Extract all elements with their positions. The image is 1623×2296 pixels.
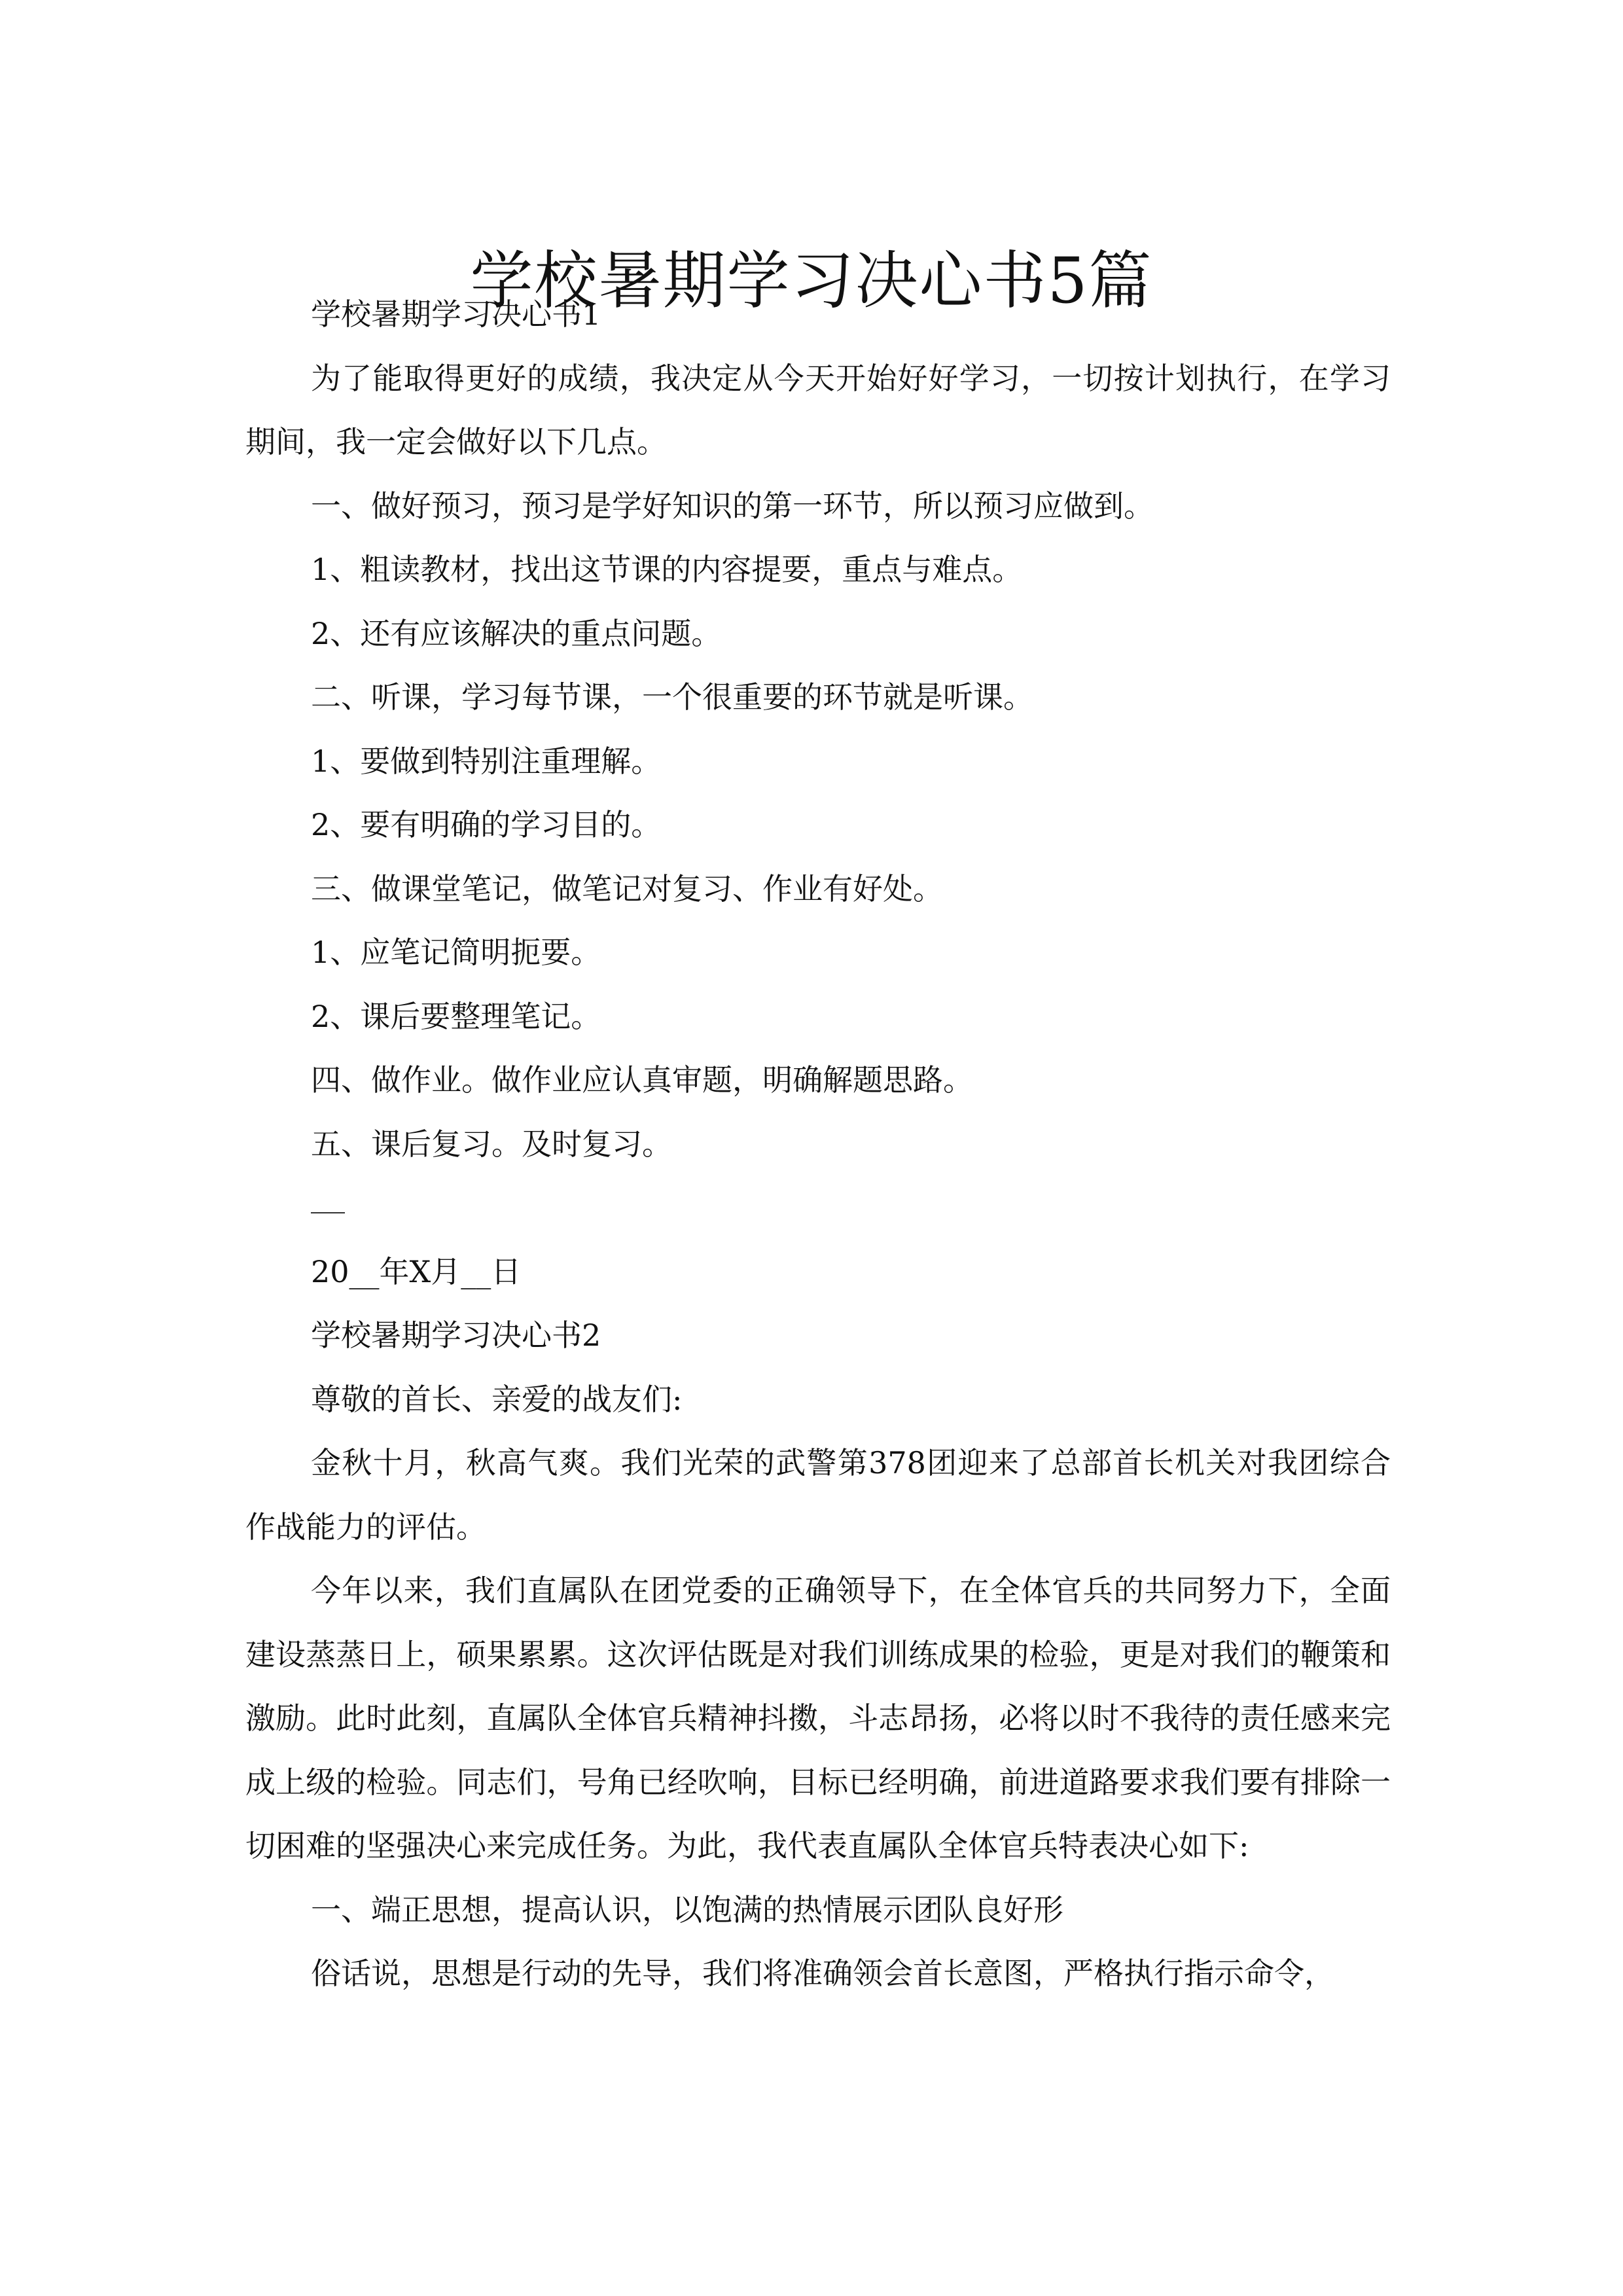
list-item: 1、粗读教材，找出这节课的内容提要，重点与难点。 [311,552,1023,587]
subheading: 一、端正思想，提高认识，以饱满的热情展示团队良好形 [311,1892,1063,1928]
list-item: 2、课后要整理笔记。 [311,998,601,1034]
body-paragraph: 金秋十月，秋高气爽。我们光荣的武警第378团迎来了总部首长机关对我团综合作战能力的评估。 [245,1445,1391,1545]
list-item: 一、做好预习，预习是学好知识的第一环节，所以预习应做到。 [311,488,1154,524]
salutation: 尊敬的首长、亲爱的战友们: [311,1381,683,1417]
list-item: 1、应笔记简明扼要。 [311,935,601,970]
body-paragraph: 今年以来，我们直属队在团党委的正确领导下，在全体官兵的共同努力下，全面建设蒸蒸日上，硕果累累。这次评估既是对我们训练成果的检验，更是对我们的鞭策和激励。此时此刻，直属队全体官兵精神抖擞，斗志昂扬，必将以时不我待的责任感来完成上级的检验。同志们，号角已经吹响，目标已经明确，前进道路要求我们要有排除一切困难的坚强决心来完成任务。为此，我代表直属队全体官兵特表决心如下: [245,1573,1391,1863]
list-item: 2、要有明确的学习目的。 [311,807,662,842]
list-item: 四、做作业。做作业应认真审题，明确解题思路。 [311,1062,973,1098]
document-title: 学校暑期学习决心书5篇 [470,244,1153,318]
body-paragraph: 俗话说，思想是行动的先导，我们将准确领会首长意图，严格执行指示命令， [311,1956,1334,1991]
section-heading-1: 学校暑期学习决心书1 [311,296,601,332]
list-item: 三、做课堂笔记，做笔记对复习、作业有好处。 [311,870,943,906]
separator-dash [245,1176,1391,1240]
intro-paragraph: 为了能取得更好的成绩，我决定从今天开始好好学习，一切按计划执行，在学习期间，我一定会做好以下几点。 [245,360,1391,459]
document-body [245,283,1391,2006]
list-item: 五、课后复习。及时复习。 [311,1126,672,1162]
date-line: 20__年X月__日 [311,1253,522,1289]
section-heading-2: 学校暑期学习决心书2 [311,1318,601,1353]
dash-line [311,1212,345,1213]
list-item: 2、还有应该解决的重点问题。 [311,615,722,651]
list-item: 二、听课，学习每节课，一个很重要的环节就是听课。 [311,679,1033,715]
list-item: 1、要做到特别注重理解。 [311,743,662,779]
